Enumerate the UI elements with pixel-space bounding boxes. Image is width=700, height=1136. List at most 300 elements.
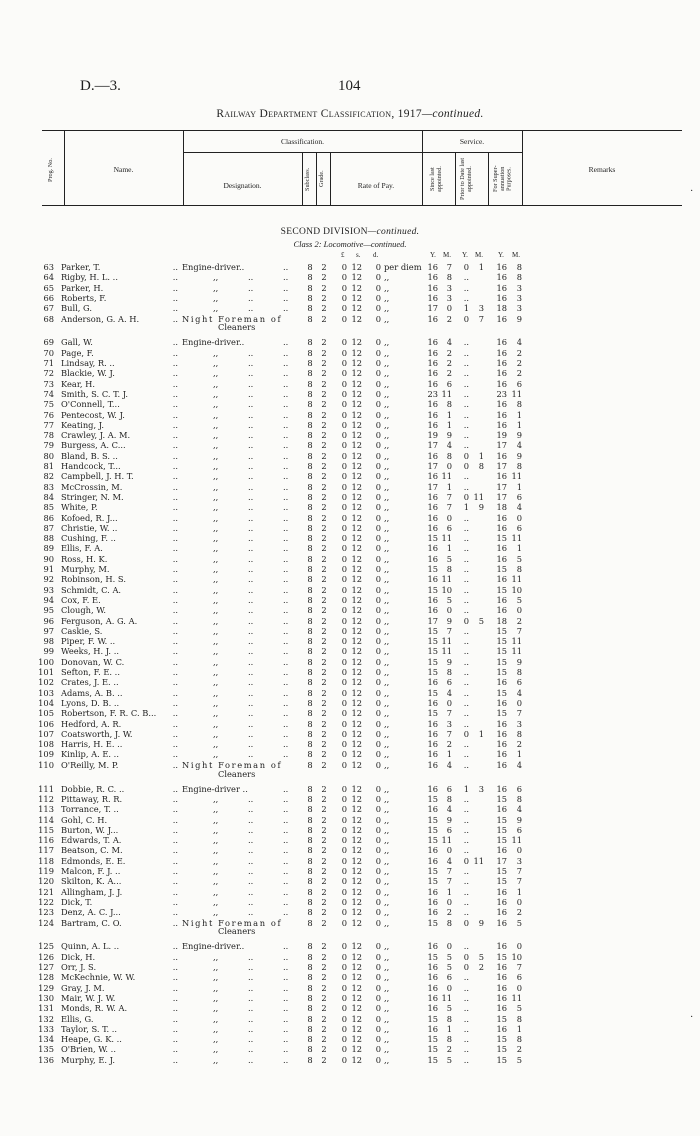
pay-shillings-cell: 12 [351,605,362,616]
super-years-cell: 16 [496,962,507,972]
designation-cell: ,, [213,656,219,667]
table-row-continuation [0,769,700,780]
leader-dots: .. [283,1013,289,1024]
leader-dots: .. [172,368,178,379]
prior-years-cell: .. [463,972,469,983]
pay-pence-cell: 0 [375,512,381,523]
since-months-cell: 2 [446,347,452,358]
leader-dots: .. [248,368,254,379]
leader-dots: .. [248,1013,254,1024]
leader-dots: .. [172,594,178,605]
pay-shillings-cell: 12 [351,450,362,461]
pay-period-cell: ,, [384,512,390,523]
subclass-cell: 8 [307,845,313,856]
leader-dots: .. [283,749,289,760]
grade-cell: 2 [321,728,327,739]
leader-dots: .. [172,584,178,595]
leader-dots: .. [283,543,289,554]
since-years-cell: 16 [427,378,438,389]
super-months-cell: 0 [516,982,522,993]
prog-no-cell: 84 [43,491,54,502]
grade-cell: 2 [321,368,327,379]
since-years-cell: 15 [427,687,438,698]
pay-pence-cell: 0 [375,718,381,729]
leader-dots: .. [172,855,178,866]
super-months-cell: 1 [516,543,522,554]
pay-shillings-cell: 12 [351,824,362,835]
pay-period-cell: ,, [384,481,390,492]
pay-period-cell: ,, [384,866,390,876]
since-months-cell: 9 [446,814,452,825]
since-years-cell: 17 [427,440,438,451]
since-years-cell: 16 [427,697,438,708]
name-cell: Murphy, M. [61,564,110,574]
prog-no-cell: 101 [38,667,54,677]
prior-years-cell: .. [463,886,469,897]
leader-dots: .. [248,951,254,962]
since-years-cell: 15 [427,824,438,835]
super-years-cell: 16 [496,272,507,283]
leader-dots: .. [172,972,178,983]
pay-period-cell: ,, [384,1054,390,1065]
designation-cell: ,, [213,605,219,616]
pay-pence-cell: 0 [375,615,381,626]
leader-dots: .. [283,1054,289,1065]
leader-dots: .. [283,962,289,972]
super-months-cell: 10 [511,951,522,962]
prior-months-cell: 11 [473,491,484,502]
name-cell: Parker, H. [61,282,104,293]
pay-period-cell: ,, [384,471,390,482]
prog-no-cell: 123 [38,907,54,918]
prior-years-cell: .. [463,636,469,647]
prior-months-cell: 5 [478,615,484,626]
super-years-cell: 16 [496,718,507,729]
leader-dots: .. [283,584,289,595]
grade-cell: 2 [321,866,327,876]
leader-dots: .. [172,605,178,616]
super-years-cell: 16 [496,450,507,461]
designation-cell: ,, [213,491,219,502]
pay-pounds-cell: 0 [341,824,347,835]
leader-dots: .. [172,491,178,502]
grade-cell: 2 [321,697,327,708]
leader-dots: .. [248,636,254,647]
since-months-cell: 7 [446,708,452,719]
name-cell: Pentecost, W. J. [61,409,125,420]
subclass-cell: 8 [307,272,313,283]
leader-dots: .. [283,533,289,544]
leader-dots: .. [172,522,178,533]
name-cell: Roberts, F. [61,292,107,303]
grade-cell: 2 [321,461,327,471]
leader-dots: .. [283,347,289,358]
name-cell: Edwards, T. A. [61,835,122,846]
subclass-cell: 8 [307,368,313,379]
leader-dots: .. [283,982,289,993]
since-years-cell: 23 [427,388,438,399]
pay-period-cell: ,, [384,907,390,918]
prior-years-cell: 0 [463,615,469,626]
since-months-cell: 4 [446,337,452,348]
super-months-cell: 1 [516,419,522,430]
super-years-cell: 16 [496,677,507,688]
since-months-cell: 3 [446,282,452,293]
pay-shillings-cell: 12 [351,1054,362,1065]
leader-dots: .. [172,646,178,657]
name-cell: Orr, J. S. [61,962,97,972]
grade-cell: 2 [321,907,327,918]
leader-dots: .. [248,687,254,698]
super-years-cell: 16 [496,739,507,750]
pay-pounds-cell: 0 [341,845,347,856]
subclass-cell: 8 [307,533,313,544]
grade-cell: 2 [321,564,327,574]
super-years-cell: 16 [496,574,507,585]
pay-period-cell: ,, [384,292,390,303]
pay-period-cell: ,, [384,543,390,554]
name-cell: O'Brien, W. .. [61,1044,116,1055]
unit-pounds: £ [341,251,345,259]
name-cell: Rigby, H. L. .. [61,272,118,283]
prog-no-cell: 76 [43,409,54,420]
name-header: Name. [113,165,134,174]
pay-shillings-cell: 12 [351,347,362,358]
pay-pounds-cell: 0 [341,992,347,1003]
subclass-cell: 8 [307,886,313,897]
pay-pounds-cell: 0 [341,739,347,750]
since-months-cell: 7 [446,491,452,502]
leader-dots: .. [172,804,178,815]
pay-pounds-cell: 0 [341,917,347,928]
pay-pence-cell: 0 [375,793,381,804]
pay-period-cell: ,, [384,461,390,471]
pay-pounds-cell: 0 [341,584,347,595]
super-months-cell: 8 [516,1013,522,1024]
grade-cell: 2 [321,804,327,815]
pay-pounds-cell: 0 [341,615,347,626]
since-years-cell: 16 [427,896,438,907]
pay-period-cell: ,, [384,337,390,348]
pay-pounds-cell: 0 [341,896,347,907]
subclass-cell: 8 [307,292,313,303]
super-years-cell: 16 [496,697,507,708]
since-months-cell: 5 [446,1054,452,1065]
subclass-cell: 8 [307,783,313,794]
since-months-cell: 5 [446,962,452,972]
since-years-cell: 16 [427,594,438,605]
leader-dots: .. [283,667,289,677]
subclass-cell: 8 [307,759,313,770]
since-years-cell: 15 [427,1054,438,1065]
since-months-cell: 5 [446,553,452,564]
leader-dots: .. [248,553,254,564]
since-months-cell: 10 [441,584,452,595]
designation-cell: ,, [213,1023,219,1034]
pay-shillings-cell: 12 [351,962,362,972]
leader-dots: .. [248,866,254,876]
grade-cell: 2 [321,896,327,907]
subclass-cell: 8 [307,814,313,825]
grade-cell: 2 [321,409,327,420]
pay-period-cell: ,, [384,941,390,952]
prog-no-cell: 128 [38,972,54,983]
pay-pence-cell: 0 [375,855,381,866]
since-months-cell: 2 [446,739,452,750]
designation-cell: ,, [213,522,219,533]
subclass-cell: 8 [307,917,313,928]
prog-no-cell: 93 [43,584,54,595]
pay-pence-cell: 0 [375,728,381,739]
prior-years-cell: .. [463,646,469,657]
super-years-cell: 16 [496,358,507,368]
super-months-cell: 4 [516,759,522,770]
pay-shillings-cell: 12 [351,512,362,523]
leader-dots: .. [172,533,178,544]
grade-cell: 2 [321,1023,327,1034]
since-months-cell: 8 [446,450,452,461]
leader-dots: .. [172,262,178,272]
since-years-cell: 16 [427,450,438,461]
pay-period-cell: ,, [384,615,390,626]
name-cell: Harris, H. E. .. [61,739,123,750]
pay-pounds-cell: 0 [341,625,347,636]
since-years-cell: 16 [427,1023,438,1034]
leader-dots: .. [283,845,289,856]
subclass-cell: 8 [307,941,313,952]
leader-dots: .. [248,491,254,502]
pay-shillings-cell: 12 [351,982,362,993]
leader-dots: .. [283,378,289,389]
super-years-cell: 16 [496,543,507,554]
name-cell: Mair, W. J. W. [61,992,116,1003]
pay-pence-cell: 0 [375,399,381,410]
pay-pence-cell: 0 [375,749,381,760]
super-years-cell: 16 [496,992,507,1003]
subclass-cell: 8 [307,564,313,574]
super-months-cell: 1 [516,409,522,420]
pay-shillings-cell: 12 [351,574,362,585]
leader-dots: .. [283,1044,289,1055]
grade-cell: 2 [321,303,327,314]
name-cell: Anderson, G. A. H. [61,313,140,324]
prog-no-cell: 67 [43,303,54,314]
prior-years-cell: .. [463,718,469,729]
pay-period-cell: ,, [384,855,390,866]
designation-cell: ,, [213,272,219,283]
prior-years-cell: 0 [463,728,469,739]
prior-years-cell: .. [463,907,469,918]
leader-dots: .. [283,409,289,420]
prior-years-cell: 0 [463,855,469,866]
prog-no-cell: 74 [43,388,54,399]
leader-dots: .. [172,430,178,441]
prog-no-cell: 86 [43,512,54,523]
since-months-cell: 1 [446,419,452,430]
pay-shillings-cell: 12 [351,272,362,283]
since-months-cell: 2 [446,1044,452,1055]
leader-dots: .. [172,886,178,897]
leader-dots: .. [172,907,178,918]
grade-cell: 2 [321,272,327,283]
name-cell: Schmidt, C. A. [61,584,122,595]
subclass-cell: 8 [307,876,313,887]
pay-period-cell: ,, [384,502,390,513]
leader-dots: .. [248,272,254,283]
grade-cell: 2 [321,646,327,657]
super-months-cell: 9 [516,450,522,461]
pay-shillings-cell: 12 [351,972,362,983]
prior-years-cell: .. [463,594,469,605]
name-cell: O'Connell, T... [61,399,120,410]
prior-years-cell: .. [463,605,469,616]
grade-cell: 2 [321,292,327,303]
leader-dots: .. [248,564,254,574]
since-years-cell: 16 [427,282,438,293]
pay-pounds-cell: 0 [341,440,347,451]
prog-no-cell: 112 [38,793,54,804]
prog-no-cell: 99 [43,646,54,657]
subclass-cell: 8 [307,1013,313,1024]
pay-pounds-cell: 0 [341,982,347,993]
grade-cell: 2 [321,687,327,698]
pay-pence-cell: 0 [375,917,381,928]
super-months-cell: 8 [516,461,522,471]
name-cell: Donovan, W. C. [61,656,125,667]
pay-shillings-cell: 12 [351,697,362,708]
super-years-cell: 16 [496,292,507,303]
grade-cell: 2 [321,1013,327,1024]
leader-dots: .. [248,982,254,993]
super-years-cell: 16 [496,347,507,358]
grade-cell: 2 [321,876,327,887]
pay-pence-cell: 0 [375,584,381,595]
pay-pence-cell: 0 [375,358,381,368]
name-cell: Smith, S. C. T. J. [61,388,129,399]
super-years-cell: 15 [496,793,507,804]
designation-cell: ,, [213,378,219,389]
prior-months-cell: 9 [478,917,484,928]
prog-no-cell: 90 [43,553,54,564]
pay-shillings-cell: 12 [351,907,362,918]
leader-dots: .. [283,262,289,272]
name-cell: Blackie, W. J. [61,368,115,379]
prog-no-cell: 134 [38,1034,54,1045]
leader-dots: .. [172,749,178,760]
prior-years-cell: .. [463,533,469,544]
subclass-cell: 8 [307,907,313,918]
name-cell: Cox, F. E. [61,594,101,605]
subclass-cell: 8 [307,728,313,739]
pay-pence-cell: 0 [375,804,381,815]
pay-pounds-cell: 0 [341,303,347,314]
designation-cell: ,, [213,419,219,430]
grade-cell: 2 [321,430,327,441]
subclass-cell: 8 [307,708,313,719]
designation-cell: ,, [213,886,219,897]
super-months-cell: 0 [516,896,522,907]
prior-years-cell: .. [463,471,469,482]
prog-no-cell: 135 [38,1044,54,1055]
pay-pence-cell: 0 [375,594,381,605]
since-years-cell: 16 [427,553,438,564]
leader-dots: .. [283,728,289,739]
pay-shillings-cell: 12 [351,388,362,399]
pay-shillings-cell: 12 [351,481,362,492]
prog-no-cell: 121 [38,886,54,897]
pay-pounds-cell: 0 [341,804,347,815]
since-years-cell: 19 [427,430,438,441]
super-months-cell: 8 [516,272,522,283]
since-months-cell: 7 [446,625,452,636]
grade-cell: 2 [321,917,327,928]
leader-dots: .. [283,450,289,461]
pay-pounds-cell: 0 [341,358,347,368]
grade-cell: 2 [321,399,327,410]
since-months-cell: 8 [446,399,452,410]
designation-cell: ,, [213,399,219,410]
super-years-cell: 16 [496,419,507,430]
super-months-cell: 10 [511,584,522,595]
prior-years-cell: .. [463,625,469,636]
designation-cell: ,, [213,1003,219,1014]
grade-cell: 2 [321,471,327,482]
grade-cell: 2 [321,814,327,825]
pay-period-cell: ,, [384,533,390,544]
since-months-cell: 5 [446,951,452,962]
margin-mark-top: · [690,186,694,197]
leader-dots: .. [248,896,254,907]
grade-cell: 2 [321,1044,327,1055]
pay-shillings-cell: 12 [351,855,362,866]
leader-dots: .. [248,450,254,461]
designation-cell: ,, [213,347,219,358]
leader-dots: .. [283,1023,289,1034]
pay-pence-cell: 0 [375,835,381,846]
prog-no-cell: 103 [38,687,54,698]
pay-period-cell: ,, [384,313,390,324]
prior-years-cell: .. [463,584,469,595]
super-years-cell: 16 [496,845,507,856]
leader-dots: .. [248,347,254,358]
name-cell: Lyons, D. B. .. [61,697,120,708]
prog-no-cell: 92 [43,574,54,585]
name-cell: Bland, B. S. .. [61,450,118,461]
prior-years-cell: .. [463,419,469,430]
since-months-cell: 0 [446,605,452,616]
super-months-cell: 8 [516,793,522,804]
leader-dots: .. [172,982,178,993]
designation-cell: ,, [213,804,219,815]
prog-no-cell: 111 [38,783,54,794]
pay-pounds-cell: 0 [341,814,347,825]
prior-years-cell: .. [463,388,469,399]
prog-no-cell: 117 [38,845,54,856]
subclass-cell: 8 [307,866,313,876]
pay-pounds-cell: 0 [341,1044,347,1055]
prior-years-cell: .. [463,759,469,770]
since-years-cell: 16 [427,749,438,760]
prog-no-cell: 131 [38,1003,54,1014]
pay-shillings-cell: 12 [351,718,362,729]
designation-cell: ,, [213,866,219,876]
grade-cell: 2 [321,584,327,595]
pay-pounds-cell: 0 [341,646,347,657]
pay-period-cell: ,, [384,409,390,420]
since-months-cell: 6 [446,783,452,794]
pay-shillings-cell: 12 [351,409,362,420]
since-months-cell: 11 [441,636,452,647]
